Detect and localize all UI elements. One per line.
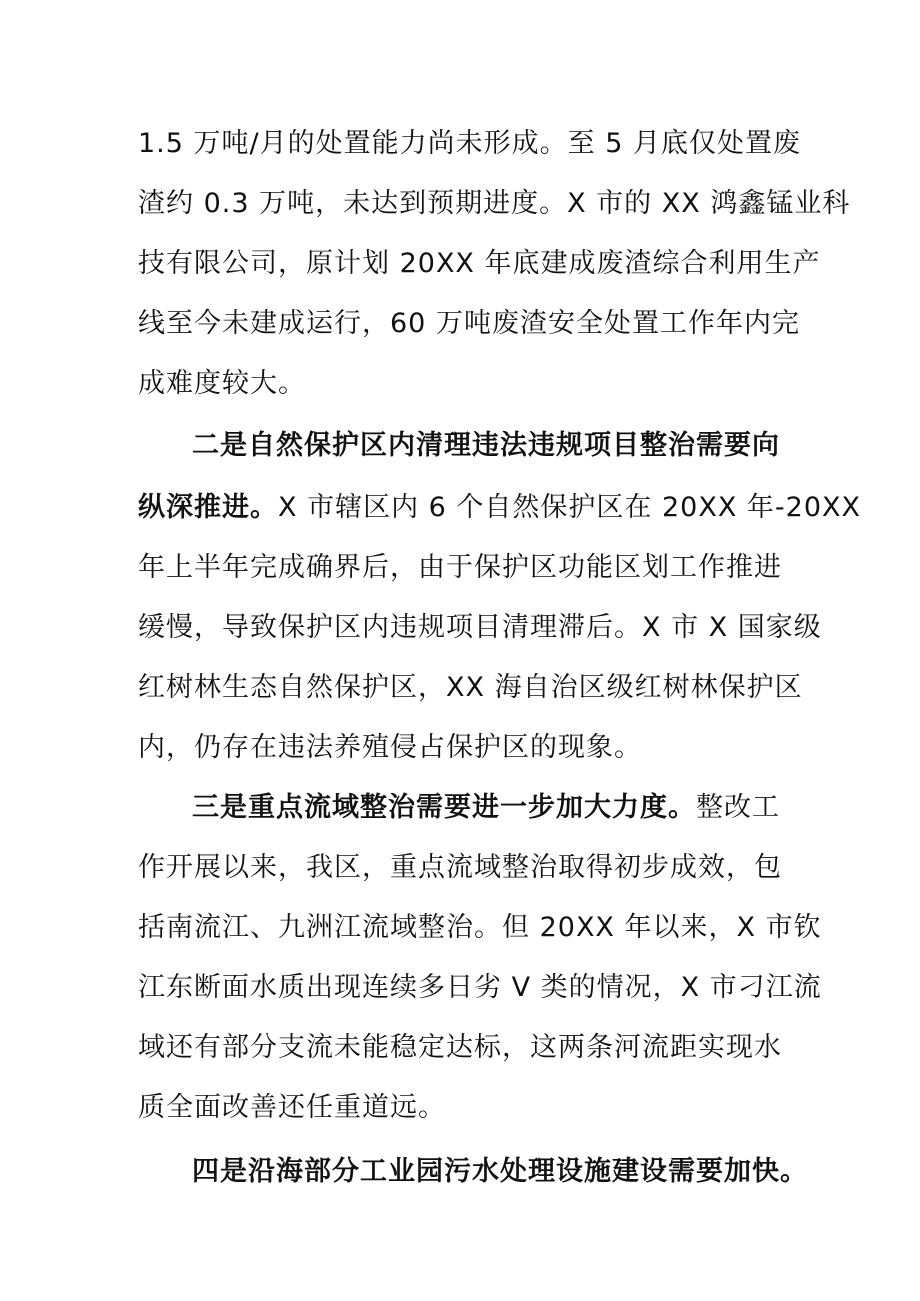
paragraph-text: X 市辖区内 6 个自然保护区在 20XX 年-20XX bbox=[278, 492, 862, 523]
paragraph-line: 缓慢，导致保护区内违规项目清理滞后。X 市 X 国家级 bbox=[138, 612, 822, 643]
paragraph-line: 红树林生态自然保护区，XX 海自治区级红树林保护区 bbox=[138, 672, 803, 703]
paragraph-line: 内，仍存在违法养殖侵占保护区的现象。 bbox=[138, 732, 642, 763]
paragraph-line: 年上半年完成确界后，由于保护区功能区划工作推进 bbox=[138, 552, 782, 583]
paragraph-line: 1.5 万吨/月的处置能力尚未形成。至 5 月底仅处置废 bbox=[138, 128, 801, 159]
paragraph-line bbox=[138, 488, 861, 528]
paragraph-line bbox=[192, 788, 780, 828]
paragraph-line: 江东断面水质出现连续多日劣 V 类的情况，X 市刁江流 bbox=[138, 972, 822, 1003]
section-heading: 二是自然保护区内清理违法违规项目整治需要向 bbox=[192, 430, 780, 461]
section-heading-continuation: 纵深推进。 bbox=[138, 492, 278, 523]
paragraph-line: 质全面改善还任重道远。 bbox=[138, 1092, 446, 1123]
paragraph-line: 技有限公司，原计划 20XX 年底建成废渣综合利用生产 bbox=[138, 248, 821, 279]
paragraph-line: 括南流江、九洲江流域整治。但 20XX 年以来，X 市钦 bbox=[138, 912, 822, 943]
section-heading: 三是重点流域整治需要进一步加大力度。 bbox=[192, 792, 696, 823]
section-heading: 四是沿海部分工业园污水处理设施建设需要加快。 bbox=[192, 1156, 808, 1187]
paragraph-line: 线至今未建成运行，60 万吨废渣安全处置工作年内完 bbox=[138, 308, 800, 339]
paragraph-line: 作开展以来，我区，重点流域整治取得初步成效，包 bbox=[138, 852, 782, 883]
paragraph-line: 成难度较大。 bbox=[138, 368, 306, 399]
paragraph-line: 渣约 0.3 万吨，未达到预期进度。X 市的 XX 鸿鑫锰业科 bbox=[138, 188, 851, 219]
paragraph-text: 整改工 bbox=[696, 792, 780, 823]
paragraph-line: 域还有部分支流未能稳定达标，这两条河流距实现水 bbox=[138, 1032, 782, 1063]
